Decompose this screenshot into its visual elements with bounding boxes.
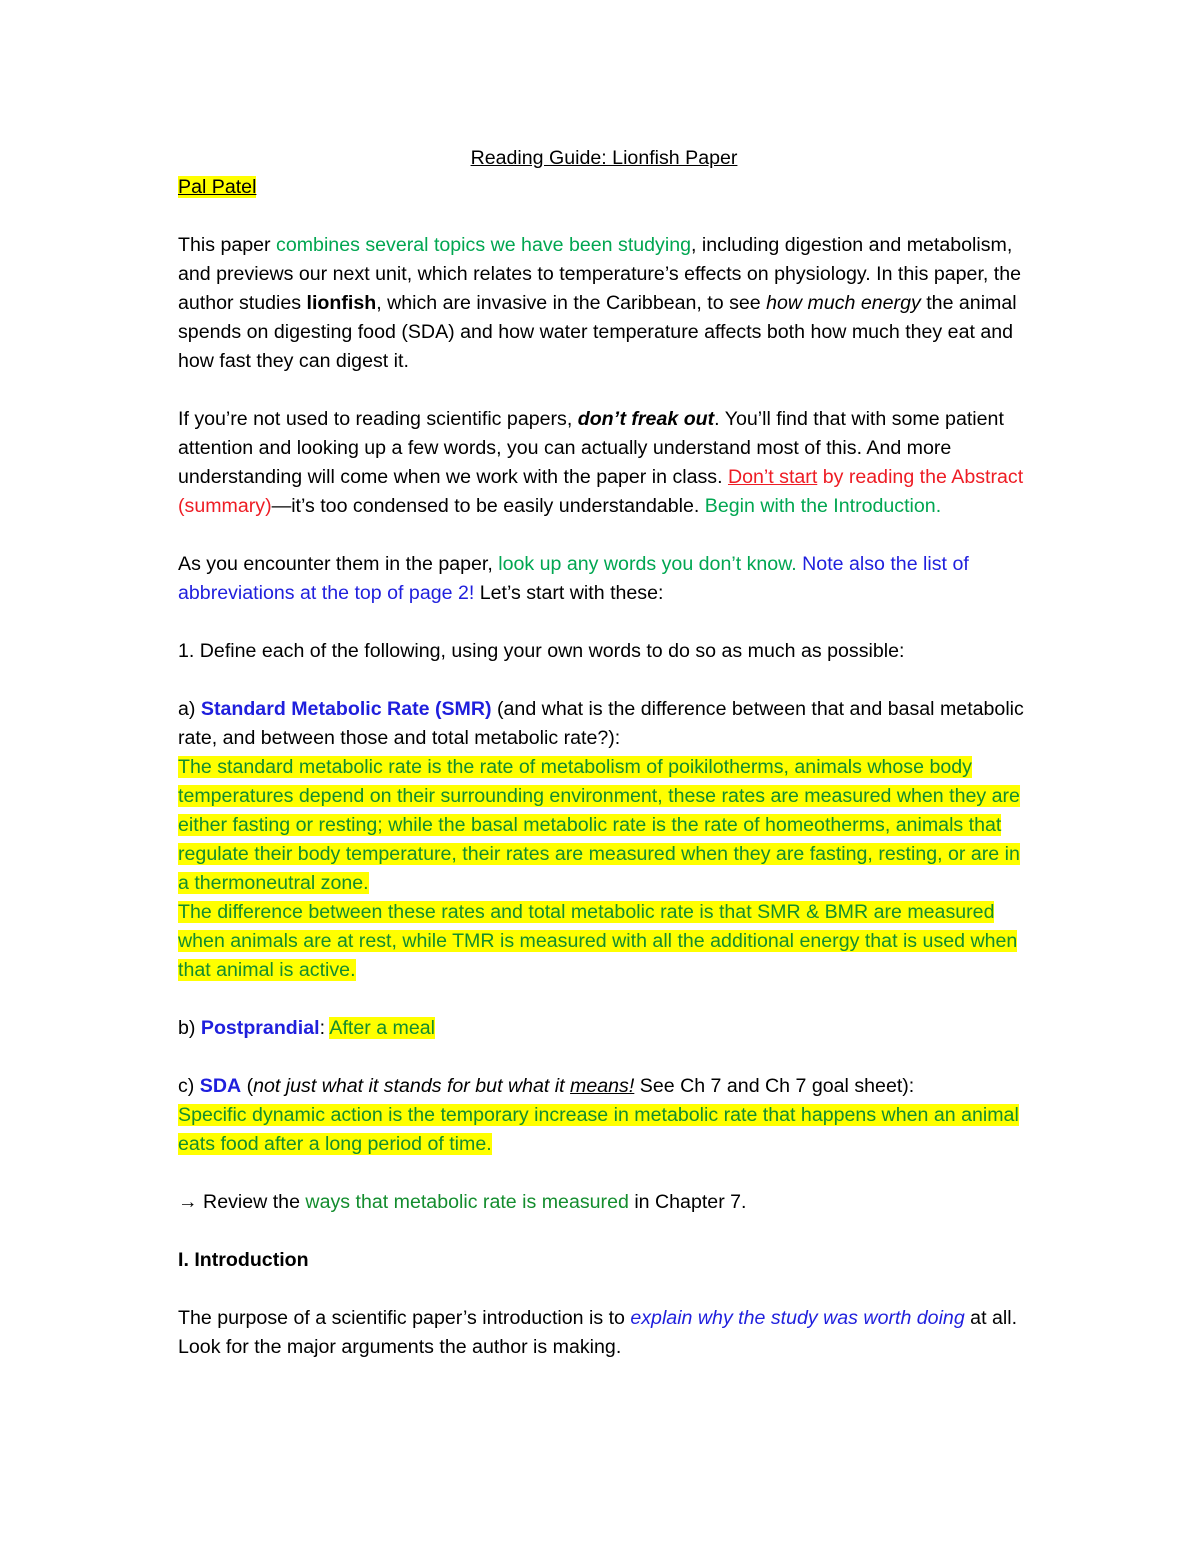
advice-bold-italic: don’t freak out [577,408,715,430]
answer-a-2-text: The difference between these rates and total metabolic rate is that SMR & BMR are measured when animals are at rest, while TMR is measured with all the additional energy that is used when that animal is active. [178,901,1018,981]
words-paragraph [178,550,1030,608]
question-b [178,1014,1030,1043]
sda-term: SDA [199,1075,242,1097]
advice-red-text: by reading the Abstract (summary) [178,466,1024,517]
purpose-blue-italic: explain why the study was worth doing [630,1307,965,1329]
advice-text: —it’s too condensed to be easily understandable. [271,495,705,517]
purpose-text: at all. Look for the major arguments the author is making. [178,1307,1018,1358]
words-green-text: look up any words you don’t know. [498,553,797,575]
answer-c [178,1101,1030,1159]
intro-text: , including digestion and metabolism, and previews our next unit, which relates to temperature’s effects on physiology. In this paper, the author studies [178,234,1022,314]
question-1: 1. Define each of the following, using your own words to do so as much as possible: [178,640,905,662]
intro-green-text: combines several topics we have been studying [276,234,692,256]
question-a [178,695,1030,753]
intro-italic: how much energy [766,292,921,314]
postprandial-term: Postprandial [200,1017,320,1039]
question-b-colon: : [319,1017,330,1039]
advice-text: . You’ll find that with some patient attention and looking up a few words, you can actually understand most of this. And more understanding will come when we work with the paper in class. [178,408,1004,488]
purpose-paragraph [178,1304,1030,1362]
answer-a-2 [178,898,1030,985]
question-c [178,1072,1030,1101]
purpose-text: The purpose of a scientific paper’s introduction is to [178,1307,631,1329]
review-green-text: ways that metabolic rate is measured [305,1191,629,1213]
question-a-text: (and what is the difference between that and basal metabolic rate, and between those and total metabolic rate?): [178,698,1024,749]
answer-a-1-text: The standard metabolic rate is the rate of metabolism of poikilotherms, animals whose body temperatures depend on their surrounding environment, these rates are measured when they are either fasting or resting; while the basal metabolic rate is the rate of homeotherms, animals that regulate their body temperature, their rates are measured when they are fasting, resting, or are in a thermoneutral zone. [178,756,1020,894]
words-text: Let’s start with these: [474,582,664,604]
question-c-text: See Ch 7 and Ch 7 goal sheet): [634,1075,915,1097]
lionfish-bold: lionfish [306,292,377,314]
answer-a-1 [178,753,1030,898]
intro-text: This paper [178,234,277,256]
intro-text: the animal spends on digesting food (SDA) and how water temperature affects both how much they eat and how fast they can digest it. [178,292,1017,372]
question-c-prefix: c) [178,1075,200,1097]
smr-term: Standard Metabolic Rate (SMR) [200,698,492,720]
document-title: Reading Guide: Lionfish Paper [470,147,738,169]
advice-text: If you’re not used to reading scientific papers, [178,408,578,430]
words-blue-text: Note also the list of abbreviations at the top of page 2! [178,553,969,604]
review-text: Review the [203,1191,306,1213]
review-line [178,1188,1030,1217]
arrow-icon: → [178,1191,204,1213]
words-text: As you encounter them in the paper, [178,553,499,575]
answer-c-text: Specific dynamic action is the temporary increase in metabolic rate that happens when an animal eats food after a long period of time. [178,1104,1019,1155]
intro-text: , which are invasive in the Caribbean, to see [376,292,767,314]
advice-green-text: Begin with the Introduction. [704,495,942,517]
advice-paragraph [178,405,1030,521]
means-underline: means! [570,1075,635,1097]
section-heading: I. Introduction [178,1249,309,1271]
question-b-prefix: b) [178,1017,201,1039]
advice-red-underline: Don’t start [727,466,818,488]
author-highlight: Pal Patel [178,176,257,198]
review-text: in Chapter 7. [628,1191,747,1213]
intro-paragraph [178,231,1030,376]
answer-b-text: After a meal [329,1017,436,1039]
question-a-prefix: a) [178,698,201,720]
question-c-italic: not just what it stands for but what it [253,1075,571,1097]
question-c-paren: ( [241,1075,254,1097]
author-name [178,173,1030,202]
